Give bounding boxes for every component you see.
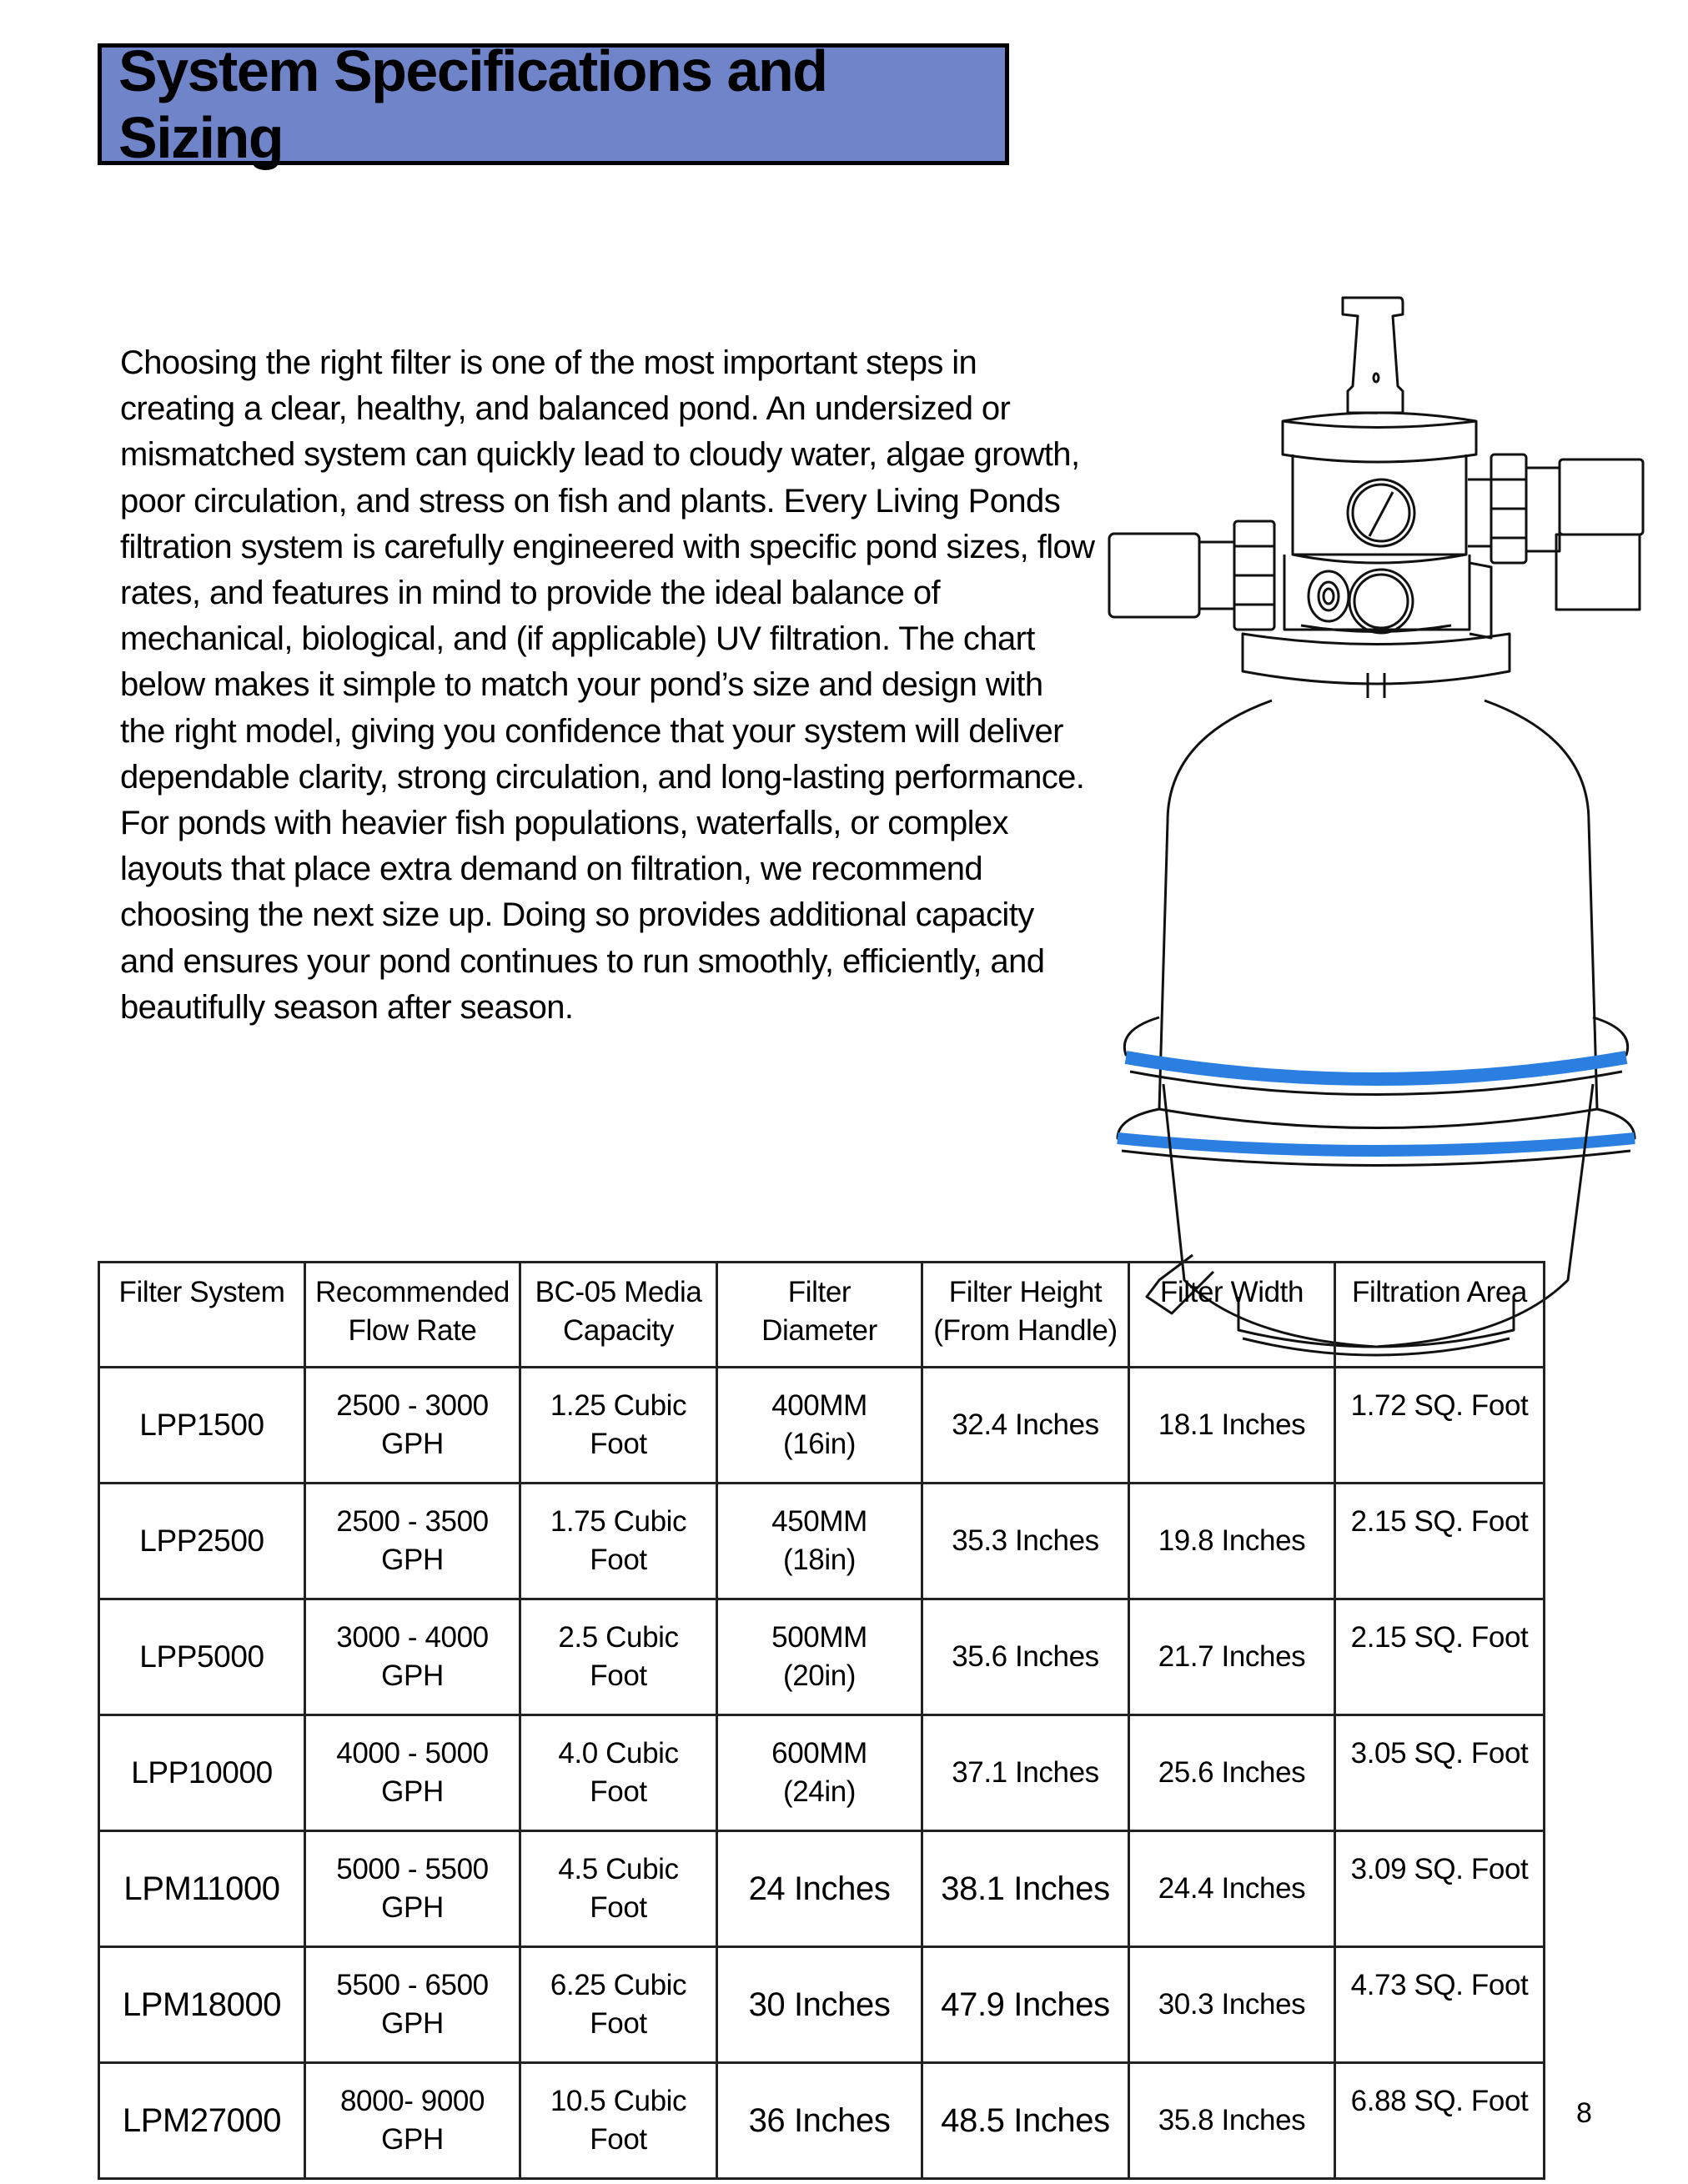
cell-diameter: 500MM (20in) [717,1599,922,1715]
cell-height: 32.4 Inches [922,1368,1129,1484]
cell-media-capacity: 6.25 Cubic Foot [520,1947,717,2063]
cell-model: LPM18000 [99,1947,305,2063]
header-filter-diameter: Filter Diameter [717,1263,922,1368]
cell-diameter: 36 Inches [717,2063,922,2179]
cell-flow-rate: 3000 - 4000 GPH [305,1599,520,1715]
intro-paragraph: Choosing the right filter is one of the most important steps in creating a clear, healthy, and balanced pond. An undersized or mismatched system can quickly lead to cloudy water, algae growth, poor circulation, and stress on fish and plants. Every Living Ponds filtration system is carefully engineered with specific pond sizes, flow rates, and features in mind to provide the ideal balance of mechanical, biological, and (if applicable) UV filtration. The chart below makes it simple to match your pond’s size and design with the right model, giving you confidence that your system will deliver dependable clarity, strong circulation, and long-lasting performance. For ponds with heavier fish populations, waterfalls, or complex layouts that place extra demand on filtration, we recommend choosing the next size up. Doing so provides additional capacity and ensures your pond continues to run smoothly, efficiently, and beautifully season after season. [120,344,1095,1026]
table-header-row [99,1263,1545,1368]
cell-model: LPP2500 [99,1484,305,1599]
cell-width: 19.8 Inches [1129,1484,1335,1599]
cell-area: 4.73 SQ. Foot [1335,1947,1545,2063]
cell-area: 2.15 SQ. Foot [1335,1599,1545,1715]
cell-area: 6.88 SQ. Foot [1335,2063,1545,2179]
cell-flow-rate: 4000 - 5000 GPH [305,1715,520,1831]
cell-model: LPP1500 [99,1368,305,1484]
cell-model: LPM27000 [99,2063,305,2179]
cell-height: 48.5 Inches [922,2063,1129,2179]
header-filter-system: Filter System [99,1263,305,1368]
valve-cap [1283,413,1476,462]
cell-width: 30.3 Inches [1129,1947,1335,2063]
cell-height: 35.6 Inches [922,1599,1129,1715]
page-title: System Specifications and Sizing [118,38,827,170]
cell-height: 35.3 Inches [922,1484,1129,1599]
cell-media-capacity: 4.0 Cubic Foot [520,1715,717,1831]
cell-flow-rate: 8000- 9000 GPH [305,2063,520,2179]
cell-width: 35.8 Inches [1129,2063,1335,2179]
cell-width: 25.6 Inches [1129,1715,1335,1831]
cell-diameter: 400MM (16in) [717,1368,922,1484]
cell-media-capacity: 1.25 Cubic Foot [520,1368,717,1484]
cell-flow-rate: 2500 - 3000 GPH [305,1368,520,1484]
title-banner [98,38,1009,170]
table-row [99,2063,1545,2179]
cell-diameter: 600MM (24in) [717,1715,922,1831]
cell-diameter: 30 Inches [717,1947,922,2063]
cell-flow-rate: 5500 - 6500 GPH [305,1947,520,2063]
cell-area: 1.72 SQ. Foot [1335,1368,1545,1484]
valve-body [1293,454,1466,555]
header-flow-rate: Recommended Flow Rate [305,1263,520,1368]
cell-area: 3.09 SQ. Foot [1335,1831,1545,1947]
cell-flow-rate: 5000 - 5500 GPH [305,1831,520,1947]
left-inlet-pipe [1109,534,1199,617]
table-row [99,1368,1545,1484]
table-row [99,1831,1545,1947]
cell-height: 38.1 Inches [922,1831,1129,1947]
cell-media-capacity: 1.75 Cubic Foot [520,1484,717,1599]
cell-height: 37.1 Inches [922,1715,1129,1831]
cell-media-capacity: 4.5 Cubic Foot [520,1831,717,1947]
cell-flow-rate: 2500 - 3500 GPH [305,1484,520,1599]
cell-model: LPM11000 [99,1831,305,1947]
cell-area: 2.15 SQ. Foot [1335,1484,1545,1599]
specifications-table [98,1261,1545,2180]
cell-width: 18.1 Inches [1129,1368,1335,1484]
table-row [99,1947,1545,2063]
right-outlet-pipe [1560,459,1643,535]
cell-media-capacity: 10.5 Cubic Foot [520,2063,717,2179]
cell-width: 24.4 Inches [1129,1831,1335,1947]
cell-width: 21.7 Inches [1129,1599,1335,1715]
cell-model: LPP5000 [99,1599,305,1715]
cell-diameter: 24 Inches [717,1831,922,1947]
blue-seal-band [1126,1057,1626,1079]
table-row [99,1715,1545,1831]
cell-area: 3.05 SQ. Foot [1335,1715,1545,1831]
cell-model: LPP10000 [99,1715,305,1831]
cell-diameter: 450MM (18in) [717,1484,922,1599]
header-filtration-area: Filtration Area [1335,1263,1545,1368]
table-row [99,1484,1545,1599]
header-filter-height: Filter Height (From Handle) [922,1263,1129,1368]
header-filter-width: Filter Width [1129,1263,1335,1368]
valve-handle [1343,298,1403,413]
cell-media-capacity: 2.5 Cubic Foot [520,1599,717,1715]
header-media-capacity: BC-05 Media Capacity [520,1263,717,1368]
table-row [99,1599,1545,1715]
page-number: 8 [1576,2097,1592,2129]
cell-height: 47.9 Inches [922,1947,1129,2063]
